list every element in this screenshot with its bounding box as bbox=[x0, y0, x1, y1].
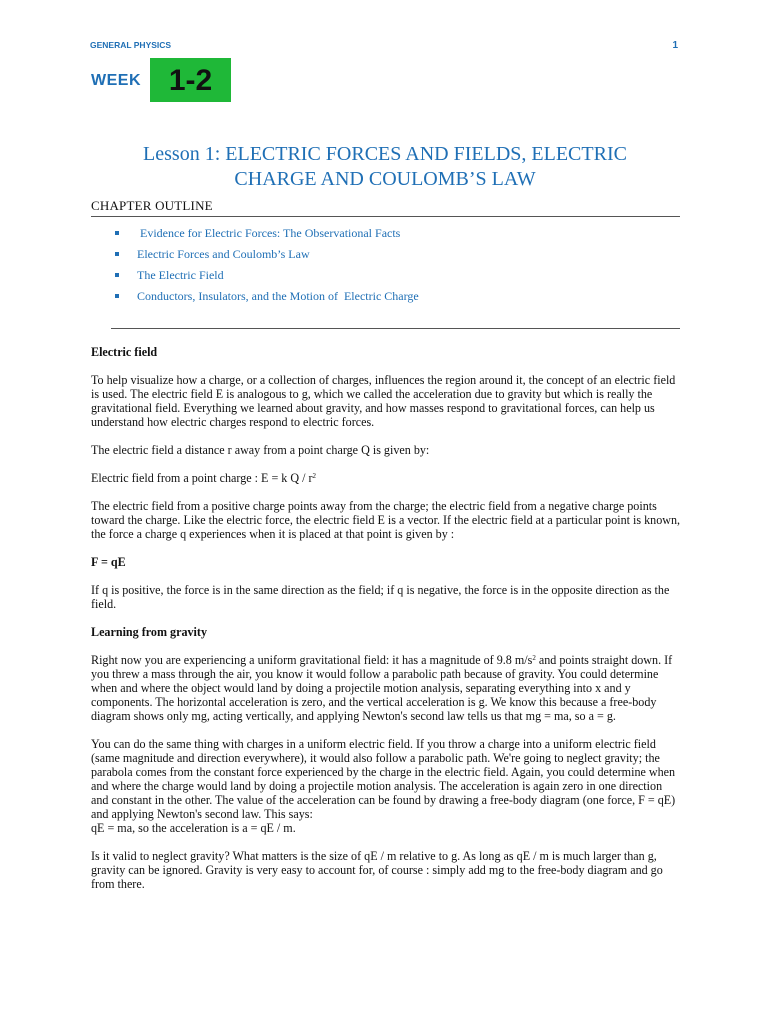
paragraph-uniform-field bbox=[91, 737, 681, 835]
lesson-body bbox=[91, 345, 681, 905]
equation-text: Electric field from a point charge : E = k Q / r bbox=[91, 471, 313, 485]
outline-item-label: The Electric Field bbox=[137, 268, 224, 282]
outline-item bbox=[113, 289, 419, 310]
acceleration-equation: qE = ma, so the acceleration is a = qE / m. bbox=[91, 821, 296, 835]
paragraph-field-direction: The electric field from a positive charge points away from the charge; the electric field from a negative charge points toward the charge. Like the electric force, the electric field E is a vector. If the electric field at a particular point is known, the force a charge q experiences when it is placed at that point is given by : bbox=[91, 499, 681, 541]
electric-field-heading: Electric field bbox=[91, 345, 158, 359]
running-header bbox=[90, 40, 678, 50]
outline-top-rule bbox=[91, 216, 680, 217]
learning-from-gravity-heading: Learning from gravity bbox=[91, 625, 207, 639]
lesson-title-line-1: Lesson 1: ELECTRIC FORCES AND FIELDS, ELECTRIC bbox=[143, 143, 627, 165]
uniform-field-text: You can do the same thing with charges in a uniform electric field. If you throw a charge into a uniform electric field (same magnitude and direction everywhere), it would also follow a parabolic path. We're going to neglect gravity; the parabola comes from the constant force experienced by the charge in the electric field. Again, you could determine when and where the charge would land by doing a projectile motion analysis. The acceleration is again zero in one direction and constant in the other. The value of the acceleration can be found by drawing a free-body diagram (one force, F = qE) and applying Newton's second law. This says: bbox=[91, 737, 676, 821]
paragraph-point-charge: The electric field a distance r away from a point charge Q is given by: bbox=[91, 443, 430, 457]
chapter-outline-list bbox=[113, 226, 419, 310]
square-bullet-icon bbox=[115, 231, 119, 235]
square-bullet-icon bbox=[115, 294, 119, 298]
page-number: 1 bbox=[672, 40, 678, 51]
outline-item bbox=[113, 226, 419, 247]
chapter-outline-heading: CHAPTER OUTLINE bbox=[91, 198, 213, 213]
gravity-text-b: and points straight down. If you threw a mass through the air, you know it would follow a parabolic path because of gravity. You could determine when and where the object would land by doing a projectile motion analysis, separating everything into x and y components. The horizontal acceleration is zero, and the vertical acceleration is g. We know this because a free-body diagram shows only mg, acting vertically, and applying Newton's second law tells us that mg = ma, so a = g. bbox=[91, 653, 673, 723]
lesson-title bbox=[90, 142, 680, 192]
paragraph-intro: To help visualize how a charge, or a collection of charges, influences the region around it, the concept of an electric field is used. The electric field E is analogous to g, which we called the acceleration due to gravity but which is really the gravitational field. Everything we learned about gravity, and how masses respond to gravitational forces, can help us understand how electric charges respond to electric forces. bbox=[91, 373, 676, 429]
gravity-exponent: 2 bbox=[532, 654, 536, 662]
week-number-badge: 1-2 bbox=[150, 58, 231, 102]
paragraph-force-direction: If q is positive, the force is in the same direction as the field; if q is negative, the force is in the opposite direction as the field. bbox=[91, 583, 670, 611]
outline-item bbox=[113, 247, 419, 268]
outline-item bbox=[113, 268, 419, 289]
running-title: GENERAL PHYSICS bbox=[90, 40, 172, 50]
paragraph-gravity bbox=[91, 653, 681, 723]
equation-exponent: 2 bbox=[312, 472, 317, 480]
lesson-title-line-2: CHARGE AND COULOMB’S LAW bbox=[234, 168, 536, 190]
square-bullet-icon bbox=[115, 273, 119, 277]
equation-point-charge bbox=[91, 471, 681, 485]
outline-bottom-rule bbox=[111, 328, 680, 329]
gravity-text-a: Right now you are experiencing a uniform gravitational field: it has a magnitude of 9.8 m/s bbox=[91, 653, 533, 667]
week-label: WEEK bbox=[91, 72, 141, 89]
paragraph-neglect-gravity: Is it valid to neglect gravity? What matters is the size of qE / m relative to g. As long as qE / m is much larger than g, gravity can be ignored. Gravity is very easy to account for, of course : simply add mg to the free-body diagram and go from there. bbox=[91, 849, 663, 891]
outline-item-label: Conductors, Insulators, and the Motion of Electric Charge bbox=[137, 289, 419, 303]
square-bullet-icon bbox=[115, 252, 119, 256]
outline-item-label: Electric Forces and Coulomb’s Law bbox=[137, 247, 310, 261]
outline-item-label: Evidence for Electric Forces: The Observational Facts bbox=[137, 226, 401, 240]
force-formula: F = qE bbox=[91, 555, 126, 569]
